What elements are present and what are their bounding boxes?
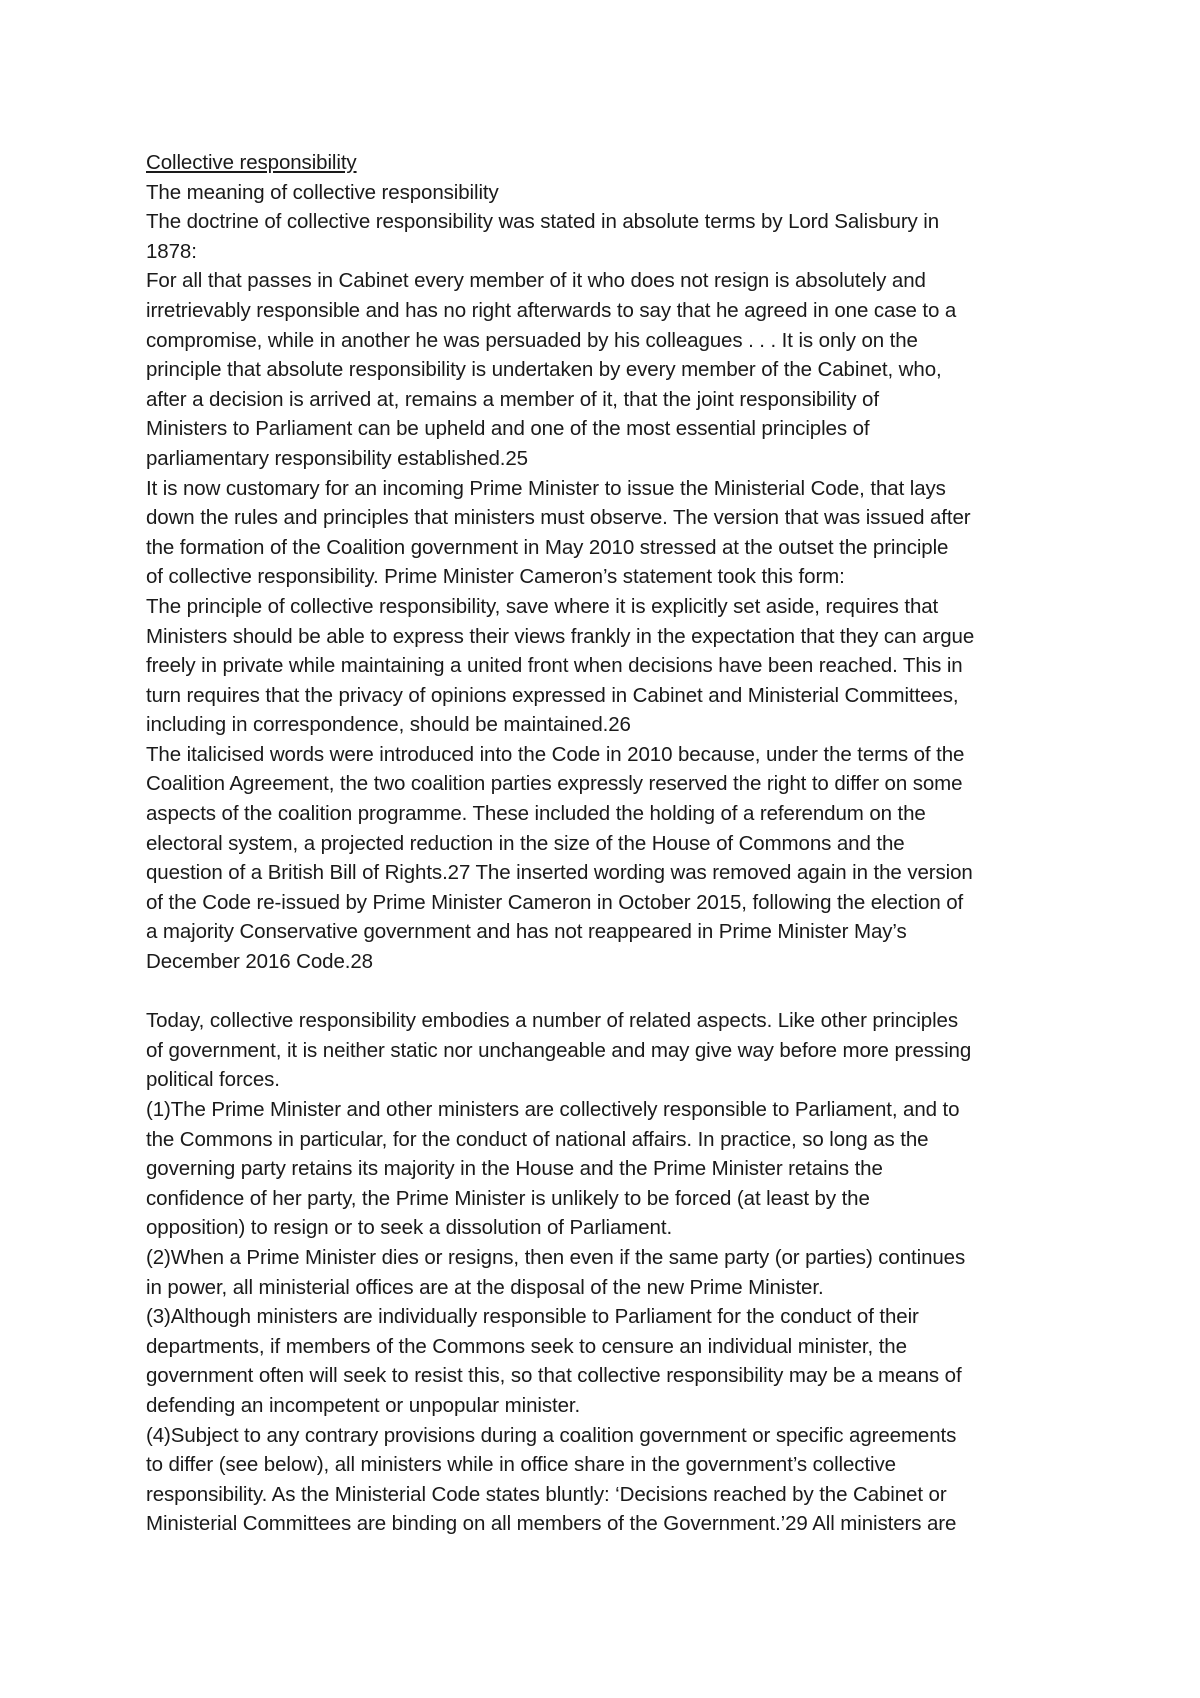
text-line: The italicised words were introduced into the Code in 2010 because, under the terms of the [146,742,965,766]
text-line: parliamentary responsibility established.25 [146,446,528,470]
text-line: the Commons in particular, for the conduct of national affairs. In practice, so long as the [146,1127,929,1151]
text-line: in power, all ministerial offices are at the disposal of the new Prime Minister. [146,1275,824,1299]
text-line: a majority Conservative government and has not reappeared in Prime Minister May’s [146,920,907,944]
text-line: of collective responsibility. Prime Minister Cameron’s statement took this form: [146,565,845,589]
blank-line [146,977,1086,1007]
text-line: opposition) to resign or to seek a dissolution of Parliament. [146,1216,673,1240]
text-line: governing party retains its majority in the House and the Prime Minister retains the [146,1157,883,1181]
text-line: departments, if members of the Commons seek to censure an individual minister, the [146,1334,907,1358]
text-line: electoral system, a projected reduction in the size of the House of Commons and the [146,831,905,855]
text-line: The meaning of collective responsibility [146,180,499,204]
text-line: of the Code re-issued by Prime Minister Cameron in October 2015, following the election of [146,890,964,914]
text-line: the formation of the Coalition government in May 2010 stressed at the outset the principle [146,535,949,559]
text-line: Ministers should be able to express their views frankly in the expectation that they can argue [146,624,975,648]
text-line: For all that passes in Cabinet every member of it who does not resign is absolutely and [146,269,926,293]
text-line: freely in private while maintaining a united front when decisions have been reached. This in [146,654,963,678]
text-line: It is now customary for an incoming Prime Minister to issue the Ministerial Code, that lays [146,476,946,500]
text-line: question of a British Bill of Rights.27 The inserted wording was removed again in the version [146,861,973,885]
text-line: Ministerial Committees are binding on all members of the Government.’29 All ministers are [146,1512,957,1536]
text-line: Coalition Agreement, the two coalition parties expressly reserved the right to differ on some [146,772,963,796]
text-line: responsibility. As the Ministerial Code states bluntly: ‘Decisions reached by the Cabinet or [146,1482,947,1506]
text-line: 1878: [146,239,197,263]
text-line: defending an incompetent or unpopular minister. [146,1393,581,1417]
text-line: down the rules and principles that ministers must observe. The version that was issued after [146,506,971,530]
text-line: of government, it is neither static nor unchangeable and may give way before more pressing [146,1038,972,1062]
text-line: Today, collective responsibility embodies a number of related aspects. Like other principles [146,1009,958,1033]
text-line: (2)When a Prime Minister dies or resigns, then even if the same party (or parties) continues [146,1245,966,1269]
text-line: principle that absolute responsibility is undertaken by every member of the Cabinet, who, [146,358,942,382]
text-line: irretrievably responsible and has no right afterwards to say that he agreed in one case to a [146,298,957,322]
text-line: after a decision is arrived at, remains a member of it, that the joint responsibility of [146,387,879,411]
text-line: The doctrine of collective responsibility was stated in absolute terms by Lord Salisbury in [146,210,940,234]
text-line: compromise, while in another he was persuaded by his colleagues . . . It is only on the [146,328,918,352]
text-line: government often will seek to resist this, so that collective responsibility may be a means of [146,1364,962,1388]
text-line: December 2016 Code.28 [146,950,373,974]
document-heading: Collective responsibility [146,151,357,174]
text-line: to differ (see below), all ministers while in office share in the government’s collective [146,1453,896,1477]
document-body [146,148,1086,1539]
text-line: (3)Although ministers are individually responsible to Parliament for the conduct of their [146,1305,919,1329]
text-line: The principle of collective responsibility, save where it is explicitly set aside, requires that [146,594,939,618]
text-line: including in correspondence, should be maintained.26 [146,713,631,737]
text-line: political forces. [146,1068,280,1092]
text-line: turn requires that the privacy of opinions expressed in Cabinet and Ministerial Committees, [146,683,959,707]
text-line: confidence of her party, the Prime Minister is unlikely to be forced (at least by the [146,1186,870,1210]
text-line: (4)Subject to any contrary provisions during a coalition government or specific agreements [146,1423,957,1447]
text-line: aspects of the coalition programme. These included the holding of a referendum on the [146,802,926,826]
paragraph-group-1 [146,178,1086,977]
text-line: (1)The Prime Minister and other ministers are collectively responsible to Parliament, and to [146,1098,960,1121]
paragraph-group-2 [146,1006,1086,1539]
text-line: Ministers to Parliament can be upheld and one of the most essential principles of [146,417,870,441]
